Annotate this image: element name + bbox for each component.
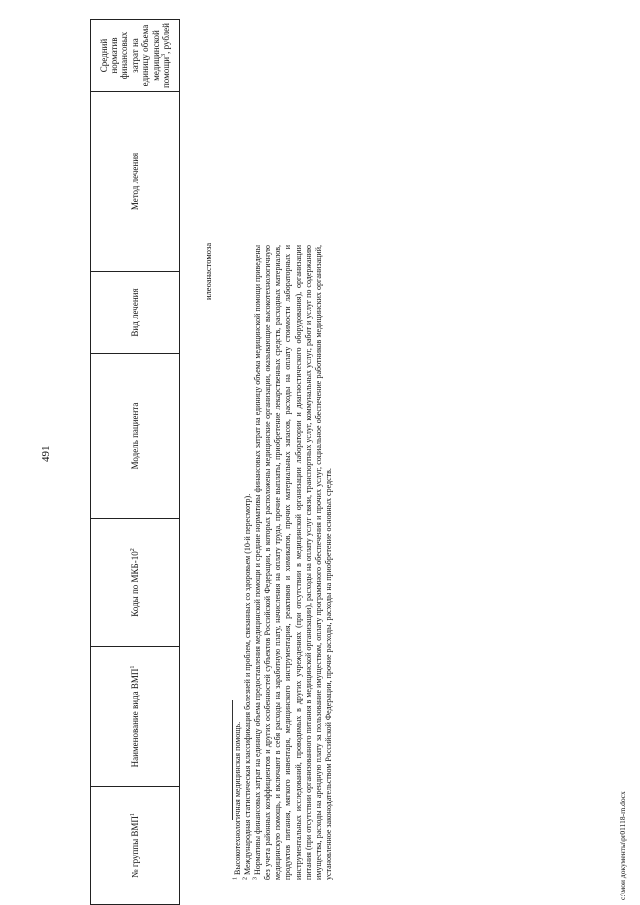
page-number: 491 xyxy=(40,445,52,462)
file-path: c:\мои документы\pr01118-rn.docx xyxy=(618,791,627,900)
footnote-1: $^1$ Высокотехнологичная медицинская помощь. xyxy=(232,721,242,880)
header-table xyxy=(90,20,180,905)
header-cost-norm: Средний норматив финансовых затрат на единицу объема медицинской помощи$^3$, рублей xyxy=(91,20,180,92)
footnotes xyxy=(233,245,383,880)
continuation-text: илеоанастомоза xyxy=(203,242,213,300)
header-patient-model: Модель пациента xyxy=(91,354,180,519)
header-treatment-type: Вид лечения xyxy=(91,272,180,354)
footnote-3: $^3$ Нормативы финансовых затрат на единицу объема предоставления медицинской помощи и средние нормативы финансовых затрат на единицу объема медицинской помощи приведены без учета районных коэффициентов и других особенностей субъектов Российской Федерации, в которых расположены медицинские организации, оказывающие высокотехнологичную медицинскую помощь, и включают в себя расходы на заработную плату, начисления на оплату труда, прочие выплаты, приобретение лекарственных средств, расходных материалов, продуктов питания, мягкого инвентаря, медицинского инструментария, реактивов и химикатов, прочих материальных запасов, расходы на оплату стоимости лабораторных и инструментальных исследований, проводимых в других учреждениях (при отсутствии в медицинской организации лаборатории и диагностического оборудования), организации питания (при отсутствии организованного питания в медицинской организации), расходы на оплату услуг связи, транспортных услуг, коммунальных услуг, работ и услуг по содержанию имущества, расходы на арендную плату за пользование имуществом, оплату программного обеспечения и прочих услуг, социальное обеспечение работников медицинских организаций, установленное законодательством Российской Федерации, прочие расходы, расходы на приобретение основных средств. xyxy=(252,244,333,880)
header-treatment-method: Метод лечения xyxy=(91,92,180,272)
header-icd-codes: Коды по МКБ-$10^2$ xyxy=(91,519,180,647)
footnote-2: $^2$ Международная статистическая классификация болезней и проблем, связанных со здоровьем (10-й пересмотр). xyxy=(242,493,253,880)
header-vmp-name: Наименование вида ВМП$^1$ xyxy=(91,647,180,787)
header-group-number: № группы ВМП$^1$ xyxy=(91,787,180,905)
